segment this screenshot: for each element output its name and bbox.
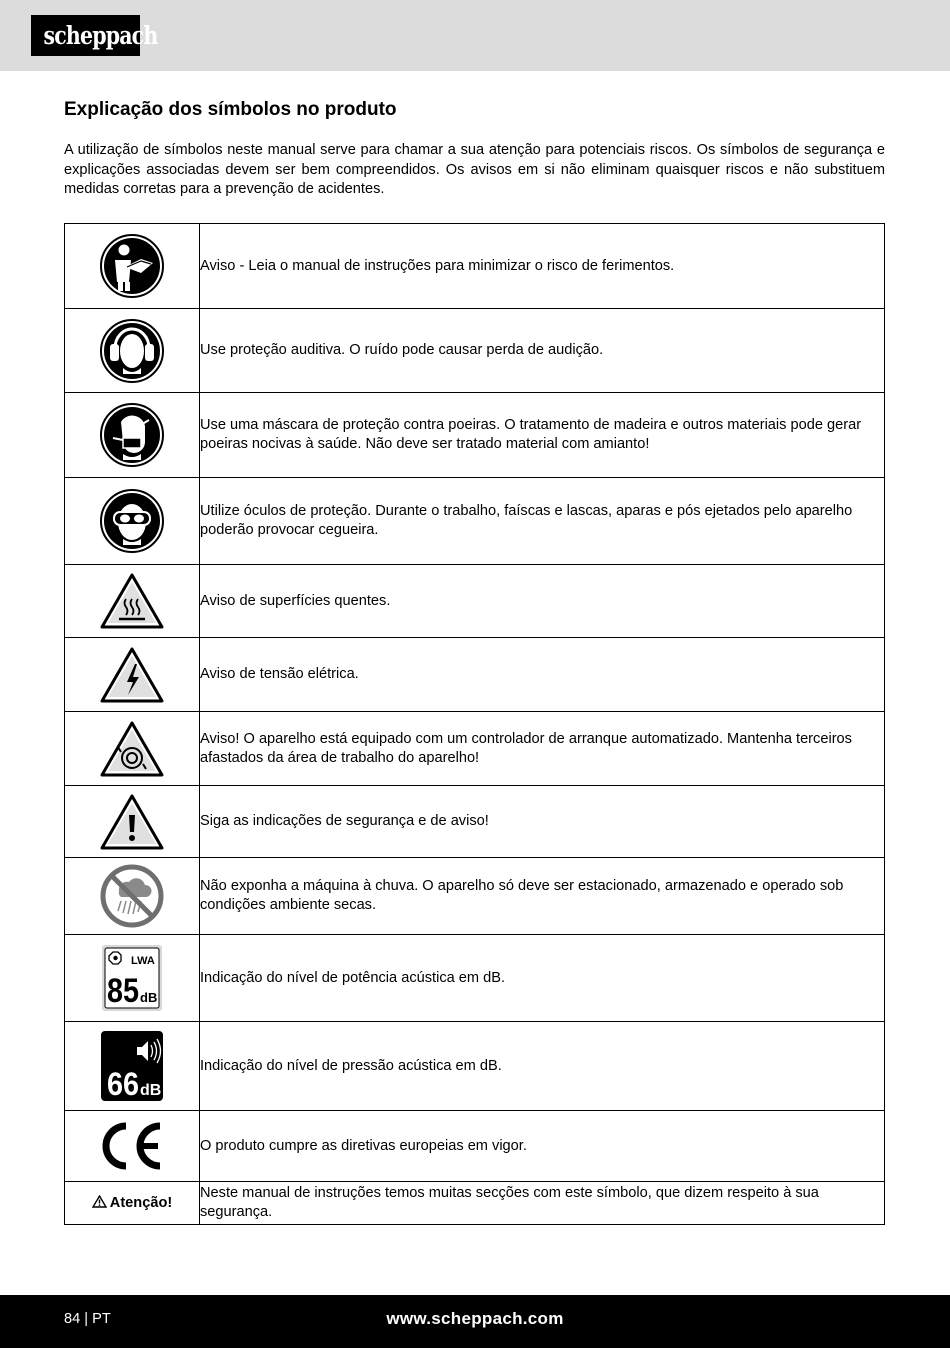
hot-surface-icon xyxy=(99,572,165,630)
symbol-row xyxy=(65,786,885,858)
intro-paragraph: A utilização de símbolos neste manual serve para chamar a sua atenção para potenciais riscos. Os símbolos de segurança e explicações associadas devem ser bem compreendidos. Os avisos em si não eliminam quaisquer riscos e não substituem medidas corretas para a prevenção de acidentes. xyxy=(64,142,885,197)
website-link[interactable]: www.scheppach.com xyxy=(386,1309,564,1328)
symbol-row xyxy=(65,565,885,638)
symbol-description: Indicação do nível de pressão acústica em dB. xyxy=(200,1022,885,1111)
svg-text:dB: dB xyxy=(140,1082,162,1099)
general-warning-icon xyxy=(99,793,165,851)
symbol-row xyxy=(65,393,885,478)
svg-text:LWA: LWA xyxy=(131,955,155,967)
electric-voltage-icon xyxy=(99,646,165,704)
symbol-description: Use proteção auditiva. O ruído pode causar perda de audição. xyxy=(200,309,885,393)
ce-mark-icon xyxy=(98,1122,166,1170)
no-rain-icon xyxy=(99,863,165,929)
symbol-row xyxy=(65,858,885,935)
symbol-row xyxy=(65,1111,885,1182)
read-manual-icon xyxy=(99,233,165,299)
symbol-description: Não exponha a máquina à chuva. O aparelho só deve ser estacionado, armazenado e operado sob condições ambiente secas. xyxy=(200,858,885,935)
sound-power-icon xyxy=(101,944,163,1012)
page-number: 84 | PT xyxy=(64,1311,111,1327)
symbol-description: Utilize óculos de proteção. Durante o trabalho, faíscas e lascas, aparas e pós ejetados pelo aparelho poderão provocar cegueira. xyxy=(200,478,885,565)
symbol-description: O produto cumpre as diretivas europeias em vigor. xyxy=(200,1111,885,1182)
symbols-table xyxy=(64,223,885,1225)
symbol-description: Indicação do nível de potência acústica em dB. xyxy=(200,935,885,1022)
symbol-row xyxy=(65,712,885,786)
hearing-protection-icon xyxy=(99,318,165,384)
symbol-row xyxy=(65,1022,885,1111)
symbol-row xyxy=(65,935,885,1022)
safety-goggles-icon xyxy=(99,488,165,554)
symbol-description: Aviso! O aparelho está equipado com um controlador de arranque automatizado. Mantenha terceiros afastados da área de trabalho do aparelho! xyxy=(200,712,885,786)
symbol-row xyxy=(65,638,885,712)
symbol-description: Aviso de superfícies quentes. xyxy=(200,565,885,638)
attention-icon xyxy=(92,1195,107,1208)
svg-text:66: 66 xyxy=(107,1066,139,1101)
symbol-row xyxy=(65,1182,885,1225)
svg-text:85: 85 xyxy=(107,972,139,1010)
symbol-description: Aviso - Leia o manual de instruções para minimizar o risco de ferimentos. xyxy=(200,224,885,309)
page-title: Explicação dos símbolos no produto xyxy=(64,99,397,120)
brand-logo: scheppach xyxy=(31,15,140,56)
symbol-description: Aviso de tensão elétrica. xyxy=(200,638,885,712)
footer xyxy=(0,1295,950,1348)
symbol-row xyxy=(65,224,885,309)
symbol-description: Neste manual de instruções temos muitas secções com este símbolo, que dizem respeito à sua segurança. xyxy=(200,1182,885,1225)
header-band xyxy=(0,0,950,71)
symbol-row xyxy=(65,478,885,565)
symbol-description: Use uma máscara de proteção contra poeiras. O tratamento de madeira e outros materiais pode gerar poeiras nocivas à saúde. Não deve ser tratado material com amianto! xyxy=(200,393,885,478)
symbol-row xyxy=(65,309,885,393)
automatic-start-icon xyxy=(99,720,165,778)
dust-mask-icon xyxy=(99,402,165,468)
svg-text:dB: dB xyxy=(140,990,158,1005)
attention-label: Atenção! xyxy=(92,1195,172,1211)
symbol-description: Siga as indicações de segurança e de aviso! xyxy=(200,786,885,858)
sound-pressure-icon xyxy=(101,1031,163,1101)
